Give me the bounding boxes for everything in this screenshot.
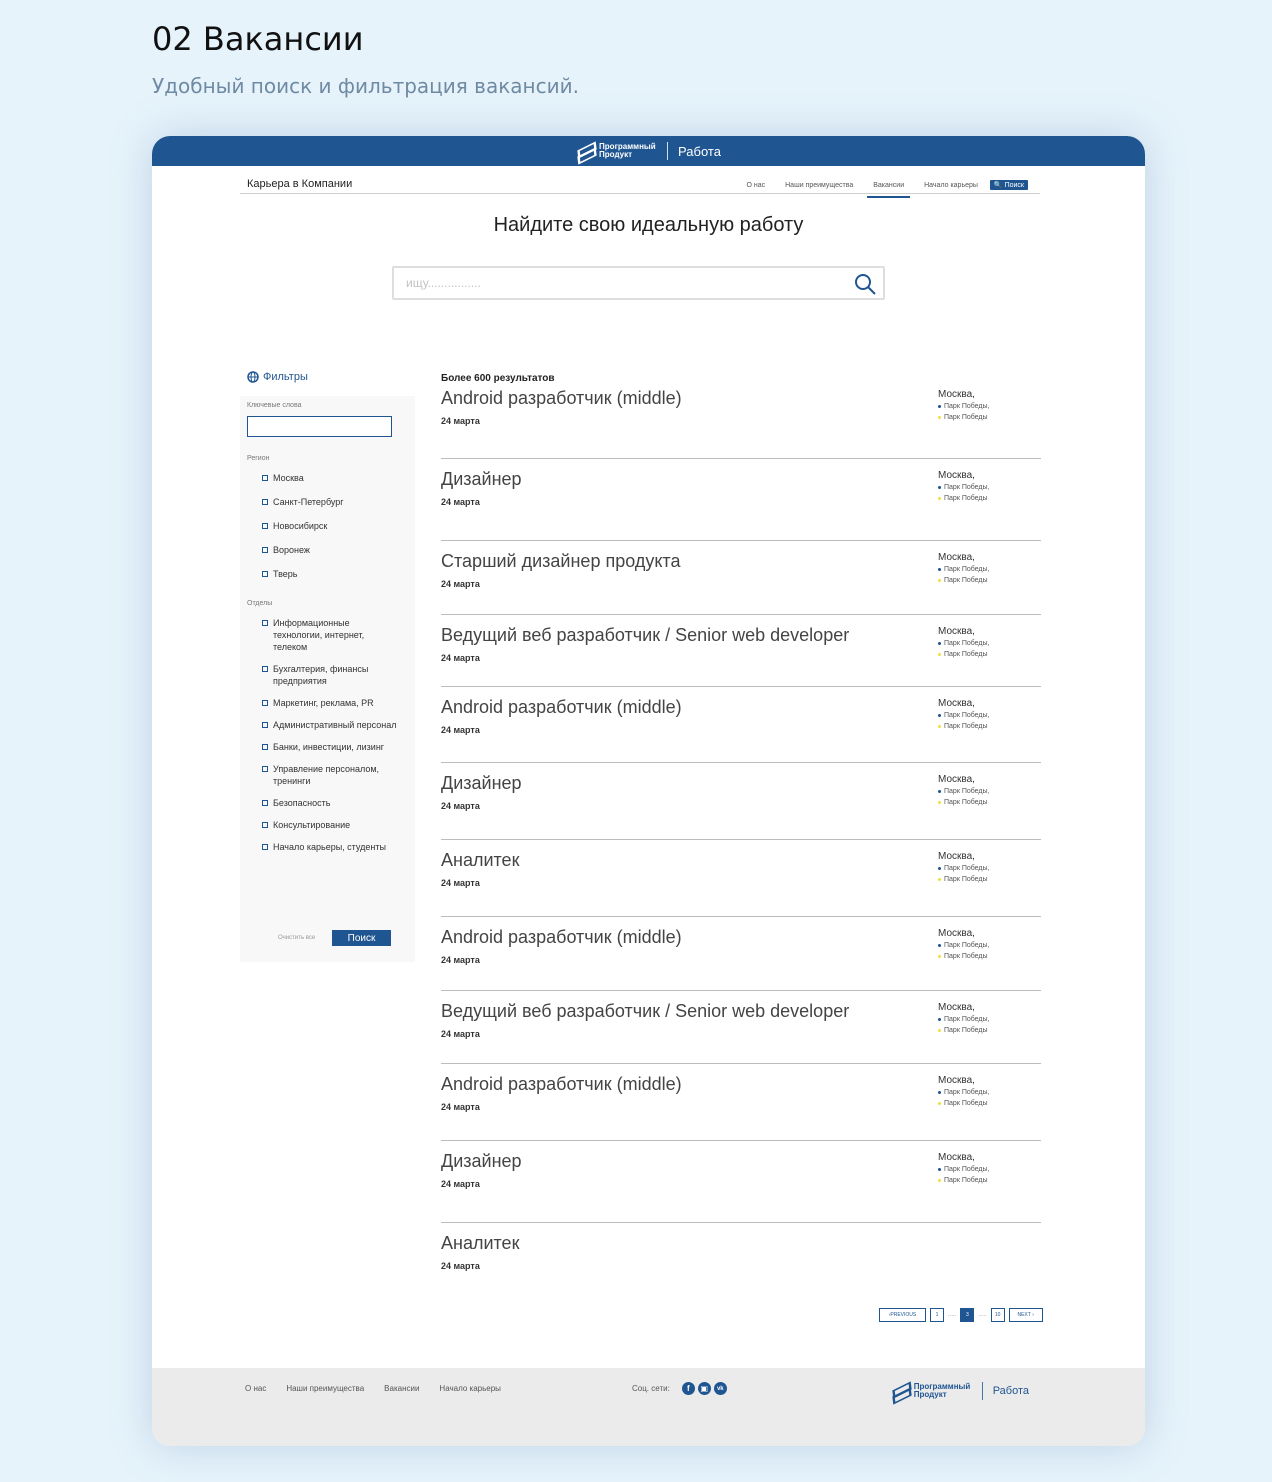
job-metro-label: Парк Победы, bbox=[944, 566, 990, 573]
checkbox[interactable] bbox=[262, 571, 268, 577]
job-metro-label: Парк Победы bbox=[944, 1100, 988, 1107]
social-links bbox=[632, 1382, 730, 1395]
job-metro bbox=[938, 799, 988, 806]
region-list bbox=[262, 472, 397, 592]
footer-link-advantages[interactable]: Наши преимущества bbox=[286, 1384, 365, 1393]
job-title[interactable]: Дизайнер bbox=[441, 1151, 522, 1171]
footer bbox=[152, 1368, 1145, 1446]
brand-name: Программный Продукт bbox=[599, 142, 656, 159]
checkbox[interactable] bbox=[262, 800, 268, 806]
job-title[interactable]: Дизайнер bbox=[441, 469, 522, 489]
job-title[interactable]: Аналитек bbox=[441, 1233, 520, 1253]
footer-brand-app-name: Работа bbox=[992, 1385, 1029, 1397]
job-metro bbox=[938, 1166, 989, 1173]
pagination bbox=[875, 1308, 1043, 1322]
job-city: Москва, bbox=[938, 1002, 975, 1013]
region-label: Регион bbox=[247, 455, 270, 462]
job-row[interactable] bbox=[441, 1223, 1041, 1283]
metro-line-icon bbox=[938, 653, 941, 656]
job-title[interactable]: Ведущий веб разработчик / Senior web developer bbox=[441, 625, 850, 645]
job-title[interactable]: Android разработчик (middle) bbox=[441, 388, 682, 408]
region-option[interactable] bbox=[262, 568, 397, 580]
department-option[interactable] bbox=[262, 841, 397, 853]
social-label: Соц. сети: bbox=[632, 1384, 670, 1393]
region-option[interactable] bbox=[262, 496, 397, 508]
region-option[interactable] bbox=[262, 520, 397, 532]
job-row[interactable] bbox=[441, 615, 1041, 687]
job-metro bbox=[938, 484, 989, 491]
site-nav bbox=[240, 178, 1040, 194]
results-count: Более 600 результатов bbox=[441, 373, 555, 384]
job-city: Москва, bbox=[938, 552, 975, 563]
job-metro bbox=[938, 865, 989, 872]
department-option-label: Безопасность bbox=[273, 798, 331, 808]
job-date: 24 марта bbox=[441, 801, 480, 811]
page-subheading: Удобный поиск и фильтрация вакансий. bbox=[152, 74, 579, 98]
job-title[interactable]: Ведущий веб разработчик / Senior web developer bbox=[441, 1001, 850, 1021]
job-metro bbox=[938, 1100, 988, 1107]
job-metro bbox=[938, 403, 989, 410]
job-row[interactable] bbox=[441, 991, 1041, 1064]
metro-line-icon bbox=[938, 1091, 941, 1094]
metro-line-icon bbox=[938, 790, 941, 793]
departments-label: Отделы bbox=[247, 600, 273, 607]
metro-line-icon bbox=[938, 497, 941, 500]
brand[interactable] bbox=[576, 142, 721, 160]
logo-icon bbox=[576, 142, 594, 160]
job-metro-label: Парк Победы, bbox=[944, 1166, 990, 1173]
filters-title-label: Фильтры bbox=[263, 371, 308, 383]
nav-title[interactable]: Карьера в Компании bbox=[247, 178, 353, 190]
metro-line-icon bbox=[938, 416, 941, 419]
job-metro-label: Парк Победы bbox=[944, 953, 988, 960]
metro-line-icon bbox=[938, 1179, 941, 1182]
job-date: 24 марта bbox=[441, 878, 480, 888]
job-city: Москва, bbox=[938, 626, 975, 637]
job-date: 24 марта bbox=[441, 725, 480, 735]
job-date: 24 марта bbox=[441, 579, 480, 589]
metro-line-icon bbox=[938, 867, 941, 870]
nav-link-advantages[interactable]: Наши преимущества bbox=[785, 181, 854, 189]
job-metro bbox=[938, 788, 989, 795]
department-option[interactable] bbox=[262, 617, 397, 653]
department-option-label: Консультирование bbox=[273, 820, 351, 830]
job-metro-label: Парк Победы bbox=[944, 577, 988, 584]
checkbox[interactable] bbox=[262, 766, 268, 772]
department-option-label: Информационные технологии, интернет, телеком bbox=[273, 618, 365, 652]
department-option[interactable] bbox=[262, 663, 397, 687]
job-city: Москва, bbox=[938, 1075, 975, 1086]
job-date: 24 марта bbox=[441, 1179, 480, 1189]
nav-search-button[interactable]: 🔍 Поиск bbox=[990, 180, 1028, 190]
job-metro-label: Парк Победы, bbox=[944, 484, 990, 491]
job-city: Москва, bbox=[938, 698, 975, 709]
checkbox[interactable] bbox=[262, 844, 268, 850]
region-option[interactable] bbox=[262, 544, 397, 556]
search-input[interactable] bbox=[394, 268, 834, 298]
job-metro-label: Парк Победы, bbox=[944, 1089, 990, 1096]
region-option-label: Санкт-Петербург bbox=[273, 497, 344, 507]
filters-body bbox=[240, 396, 415, 962]
job-row[interactable] bbox=[441, 459, 1041, 541]
job-metro-label: Парк Победы bbox=[944, 799, 988, 806]
job-date: 24 марта bbox=[441, 955, 480, 965]
footer-logo-icon bbox=[891, 1382, 909, 1400]
nav-link-career-start[interactable]: Начало карьеры bbox=[924, 181, 978, 189]
region-option-label: Тверь bbox=[273, 569, 298, 579]
footer-links bbox=[245, 1384, 521, 1393]
metro-line-icon bbox=[938, 801, 941, 804]
page-button-last[interactable]: 10 bbox=[991, 1308, 1005, 1322]
metro-line-icon bbox=[938, 1029, 941, 1032]
vk-icon[interactable]: vk bbox=[714, 1382, 727, 1395]
metro-line-icon bbox=[938, 725, 941, 728]
instagram-icon[interactable]: ▣ bbox=[698, 1382, 711, 1395]
job-metro-label: Парк Победы bbox=[944, 1027, 988, 1034]
job-metro bbox=[938, 414, 988, 421]
department-option[interactable] bbox=[262, 697, 397, 709]
footer-link-vacancies[interactable]: Вакансии bbox=[384, 1384, 420, 1393]
region-option[interactable] bbox=[262, 472, 397, 484]
job-metro bbox=[938, 876, 988, 883]
checkbox[interactable] bbox=[262, 666, 268, 672]
department-option-label: Банки, инвестиции, лизинг bbox=[273, 742, 385, 752]
job-row[interactable] bbox=[441, 1141, 1041, 1223]
job-city: Москва, bbox=[938, 470, 975, 481]
metro-line-icon bbox=[938, 486, 941, 489]
department-option[interactable] bbox=[262, 797, 397, 809]
metro-line-icon bbox=[938, 405, 941, 408]
job-date: 24 марта bbox=[441, 416, 480, 426]
job-metro bbox=[938, 651, 988, 658]
job-metro-label: Парк Победы, bbox=[944, 865, 990, 872]
metro-line-icon bbox=[938, 1168, 941, 1171]
filter-search-button[interactable]: Поиск bbox=[332, 930, 391, 946]
department-option[interactable] bbox=[262, 819, 397, 831]
nav-links bbox=[726, 180, 1028, 196]
checkbox[interactable] bbox=[262, 700, 268, 706]
clear-all-link[interactable]: Очистить все bbox=[278, 935, 316, 941]
job-metro bbox=[938, 712, 989, 719]
job-metro bbox=[938, 495, 988, 502]
job-metro-label: Парк Победы, bbox=[944, 942, 990, 949]
department-option-label: Бухгалтерия, финансы предприятия bbox=[273, 664, 369, 686]
job-title[interactable]: Старший дизайнер продукта bbox=[441, 551, 681, 571]
prev-page-button[interactable]: ‹ PREVIOUS bbox=[879, 1308, 926, 1322]
checkbox[interactable] bbox=[262, 620, 268, 626]
keywords-input[interactable] bbox=[247, 416, 392, 437]
browser-frame bbox=[152, 136, 1145, 1446]
keywords-label: Ключевые слова bbox=[247, 402, 302, 409]
job-city: Москва, bbox=[938, 1152, 975, 1163]
job-row[interactable] bbox=[441, 541, 1041, 615]
job-row[interactable] bbox=[441, 917, 1041, 991]
job-metro-label: Парк Победы bbox=[944, 651, 988, 658]
job-list bbox=[441, 388, 1041, 1283]
nav-link-vacancies[interactable]: Вакансии bbox=[873, 182, 904, 195]
job-metro-label: Парк Победы bbox=[944, 1177, 988, 1184]
checkbox[interactable] bbox=[262, 744, 268, 750]
metro-line-icon bbox=[938, 1018, 941, 1021]
job-title[interactable]: Android разработчик (middle) bbox=[441, 1074, 682, 1094]
job-date: 24 марта bbox=[441, 1261, 480, 1271]
job-metro bbox=[938, 640, 989, 647]
job-date: 24 марта bbox=[441, 653, 480, 663]
job-metro-label: Парк Победы bbox=[944, 414, 988, 421]
metro-line-icon bbox=[938, 1102, 941, 1105]
job-title[interactable]: Дизайнер bbox=[441, 773, 522, 793]
page-button-current[interactable]: 3 bbox=[960, 1308, 974, 1322]
metro-line-icon bbox=[938, 878, 941, 881]
metro-line-icon bbox=[938, 642, 941, 645]
checkbox[interactable] bbox=[262, 547, 268, 553]
page-heading: 02 Вакансии bbox=[152, 20, 364, 58]
pagination-dots: ..... bbox=[948, 1312, 957, 1318]
hero-title: Найдите свою идеальную работу bbox=[493, 214, 804, 236]
job-row[interactable] bbox=[441, 840, 1041, 917]
department-option-label: Маркетинг, реклама, PR bbox=[273, 698, 374, 708]
checkbox[interactable] bbox=[262, 722, 268, 728]
job-metro bbox=[938, 953, 988, 960]
footer-brand[interactable] bbox=[891, 1382, 1029, 1400]
job-metro bbox=[938, 1027, 988, 1034]
job-metro bbox=[938, 723, 988, 730]
page-button-first[interactable]: 1 bbox=[930, 1308, 944, 1322]
job-metro bbox=[938, 566, 989, 573]
metro-line-icon bbox=[938, 714, 941, 717]
job-row[interactable] bbox=[441, 763, 1041, 840]
footer-brand-name: Программный Продукт bbox=[913, 1382, 971, 1399]
filters-panel bbox=[240, 368, 415, 962]
next-label: NEXT bbox=[1017, 1312, 1031, 1318]
metro-line-icon bbox=[938, 944, 941, 947]
checkbox[interactable] bbox=[262, 822, 268, 828]
footer-link-about[interactable]: О нас bbox=[245, 1384, 267, 1393]
metro-line-icon bbox=[938, 568, 941, 571]
job-metro bbox=[938, 1177, 988, 1184]
region-option-label: Воронеж bbox=[273, 545, 310, 555]
job-metro bbox=[938, 1089, 989, 1096]
search-box bbox=[392, 266, 885, 300]
metro-line-icon bbox=[938, 579, 941, 582]
department-option[interactable] bbox=[262, 719, 397, 731]
region-option-label: Новосибирск bbox=[273, 521, 328, 531]
department-option-label: Административный персонал bbox=[273, 720, 397, 730]
job-date: 24 марта bbox=[441, 1102, 480, 1112]
job-row[interactable] bbox=[441, 388, 1041, 459]
prev-label: PREVIOUS bbox=[890, 1312, 917, 1318]
job-metro-label: Парк Победы bbox=[944, 876, 988, 883]
search-icon[interactable] bbox=[853, 272, 877, 296]
region-option-label: Москва bbox=[273, 473, 304, 483]
checkbox[interactable] bbox=[262, 499, 268, 505]
globe-icon bbox=[247, 371, 259, 383]
checkbox[interactable] bbox=[262, 475, 268, 481]
job-date: 24 марта bbox=[441, 1029, 480, 1039]
job-metro-label: Парк Победы bbox=[944, 495, 988, 502]
department-option[interactable] bbox=[262, 763, 397, 787]
job-city: Москва, bbox=[938, 851, 975, 862]
department-option-label: Начало карьеры, студенты bbox=[273, 842, 386, 852]
footer-brand-divider bbox=[982, 1382, 983, 1400]
job-metro bbox=[938, 942, 989, 949]
nav-link-about[interactable]: О нас bbox=[746, 181, 766, 189]
job-metro-label: Парк Победы, bbox=[944, 788, 990, 795]
job-title[interactable]: Android разработчик (middle) bbox=[441, 697, 682, 717]
job-metro-label: Парк Победы bbox=[944, 723, 988, 730]
job-metro bbox=[938, 1016, 989, 1023]
job-row[interactable] bbox=[441, 687, 1041, 763]
brand-app-name: Работа bbox=[678, 143, 721, 159]
department-list bbox=[262, 617, 397, 863]
department-option[interactable] bbox=[262, 741, 397, 753]
metro-line-icon bbox=[938, 955, 941, 958]
department-option-label: Управление персоналом, тренинги bbox=[273, 764, 380, 786]
job-row[interactable] bbox=[441, 1064, 1041, 1141]
job-metro-label: Парк Победы, bbox=[944, 1016, 990, 1023]
job-city: Москва, bbox=[938, 389, 975, 400]
facebook-icon[interactable]: f bbox=[682, 1382, 695, 1395]
checkbox[interactable] bbox=[262, 523, 268, 529]
job-title[interactable]: Аналитек bbox=[441, 850, 520, 870]
nav-search-label: Поиск bbox=[1004, 182, 1024, 189]
next-page-button[interactable]: NEXT › bbox=[1009, 1308, 1043, 1322]
job-city: Москва, bbox=[938, 774, 975, 785]
brand-divider bbox=[667, 142, 668, 160]
footer-link-career-start[interactable]: Начало карьеры bbox=[439, 1384, 501, 1393]
job-date: 24 марта bbox=[441, 497, 480, 507]
top-bar bbox=[152, 136, 1145, 166]
job-metro-label: Парк Победы, bbox=[944, 640, 990, 647]
job-metro-label: Парк Победы, bbox=[944, 403, 990, 410]
job-city: Москва, bbox=[938, 928, 975, 939]
pagination-dots: ..... bbox=[978, 1312, 987, 1318]
filters-title bbox=[240, 368, 415, 386]
job-title[interactable]: Android разработчик (middle) bbox=[441, 927, 682, 947]
job-metro bbox=[938, 577, 988, 584]
job-metro-label: Парк Победы, bbox=[944, 712, 990, 719]
